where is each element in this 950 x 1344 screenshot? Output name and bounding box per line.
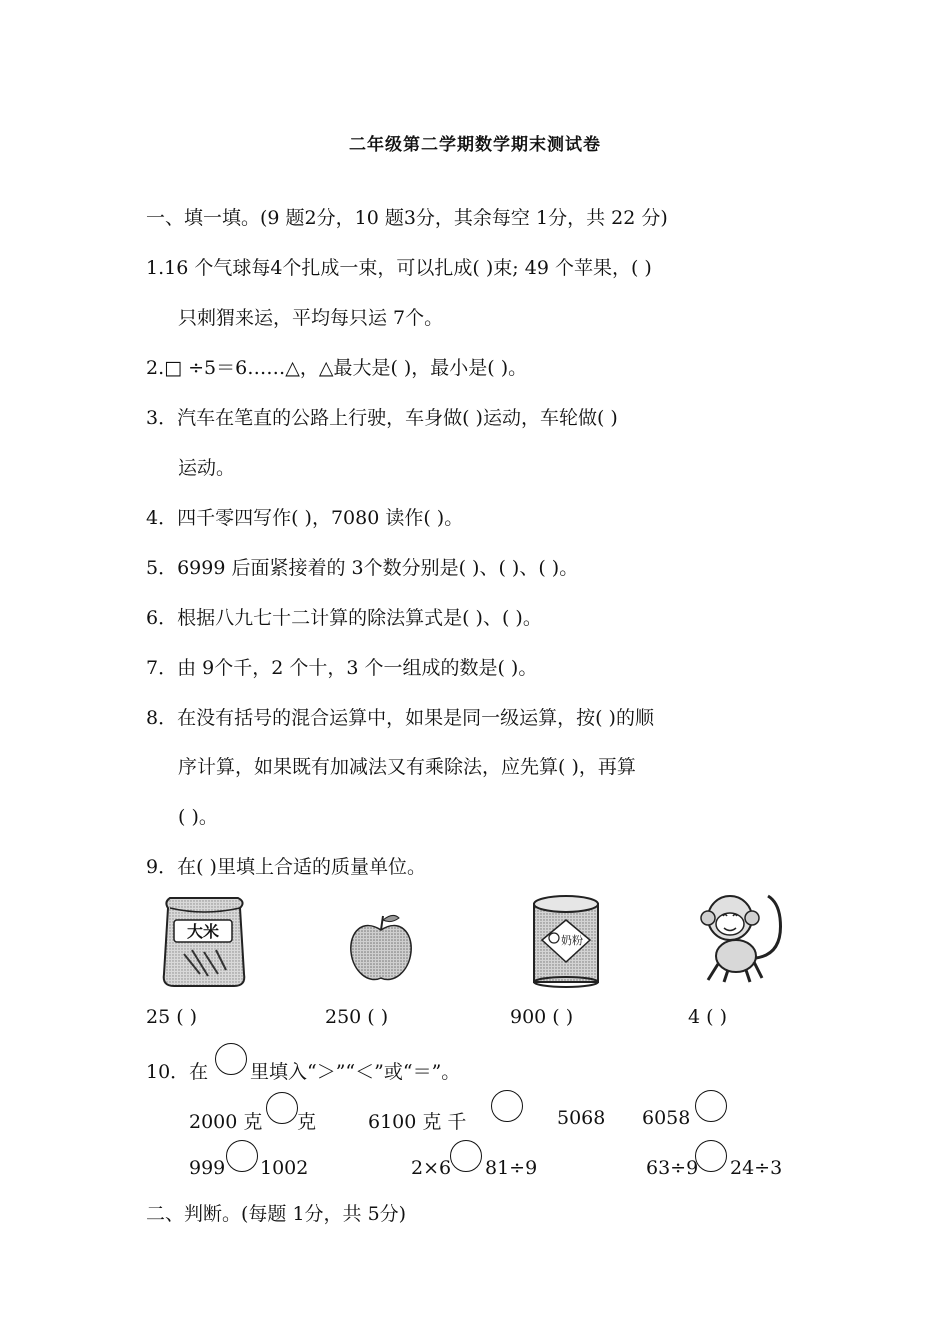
milk-can-label: 奶粉 [561,934,583,947]
section2-heading: 二、判断。(每题 1分，共 5分) [146,1203,407,1225]
answer-circle-r2-1[interactable] [226,1140,258,1172]
rice-bag-picture [160,894,248,990]
page-title: 二年级第二学期数学期末测试卷 [349,135,601,155]
q10-row2-item2-right: 81÷9 [485,1157,538,1179]
q10-row1-item1-right: 克 [297,1111,317,1133]
q10-row1-item2-right: 5068 [557,1107,606,1129]
question-1-line-1: 1.16 个气球每4个扎成一束，可以扎成( )束; 49 个苹果，( ) [146,257,652,279]
question-3-line-2: 运动。 [178,457,236,479]
q10-row2-item3-right: 24÷3 [730,1157,783,1179]
question-4: 4．四千零四写作( )，7080 读作( )。 [146,507,464,529]
rice-bag-label: 大米 [186,922,220,941]
question-2: 2.□ ÷5＝6……△，△最大是( )，最小是( )。 [146,357,528,379]
q10-row1-item2-left: 6100 克 千 [368,1111,467,1133]
monkey-picture [694,888,790,984]
q9-caption-apple: 250 ( ) [325,1006,389,1028]
answer-circle-r1-2[interactable] [491,1090,523,1122]
question-10-intro-a: 10．在 [146,1061,209,1083]
question-5: 5．6999 后面紧接着的 3个数分别是( )、( )、( )。 [146,557,579,579]
milk-powder-can-picture [528,892,604,988]
question-6: 6．根据八九七十二计算的除法算式是( )、( )。 [146,607,542,629]
answer-circle-r2-2[interactable] [450,1140,482,1172]
answer-circle-r1-1[interactable] [266,1092,298,1124]
question-8-line-3: ( )。 [178,806,218,828]
answer-circle-r2-3[interactable] [695,1140,727,1172]
q9-caption-milk: 900 ( ) [510,1006,574,1028]
question-10-intro-b: 里填入“＞”“＜”或“＝”。 [250,1061,461,1083]
q10-row1-item3-left: 6058 [642,1107,691,1129]
question-3-line-1: 3．汽车在笔直的公路上行驶，车身做( )运动，车轮做( ) [146,407,618,429]
question-8-line-1: 8．在没有括号的混合运算中，如果是同一级运算，按( )的顺 [146,707,654,729]
q10-row2-item1-right: 1002 [260,1157,309,1179]
q10-row2-item3-left: 63÷9 [646,1157,699,1179]
q10-row2-item1-left: 999 [189,1157,226,1179]
q10-row1-item1-left: 2000 克 [189,1111,263,1133]
q9-caption-rice: 25 ( ) [146,1006,198,1028]
answer-circle-example [215,1043,247,1075]
question-1-line-2: 只刺猬来运，平均每只运 7个。 [178,307,444,329]
question-9: 9．在( )里填上合适的质量单位。 [146,856,426,878]
question-7: 7．由 9个千，2 个十，3 个一组成的数是( )。 [146,657,538,679]
q10-row2-item2-left: 2×6 [411,1157,452,1179]
answer-circle-r1-3[interactable] [695,1090,727,1122]
apple-picture [349,912,413,984]
section1-heading: 一、填一填。(9 题2分，10 题3分，其余每空 1分，共 22 分) [146,207,668,229]
q9-caption-monkey: 4 ( ) [688,1006,727,1028]
question-8-line-2: 序计算，如果既有加减法又有乘除法，应先算( )，再算 [178,756,636,778]
